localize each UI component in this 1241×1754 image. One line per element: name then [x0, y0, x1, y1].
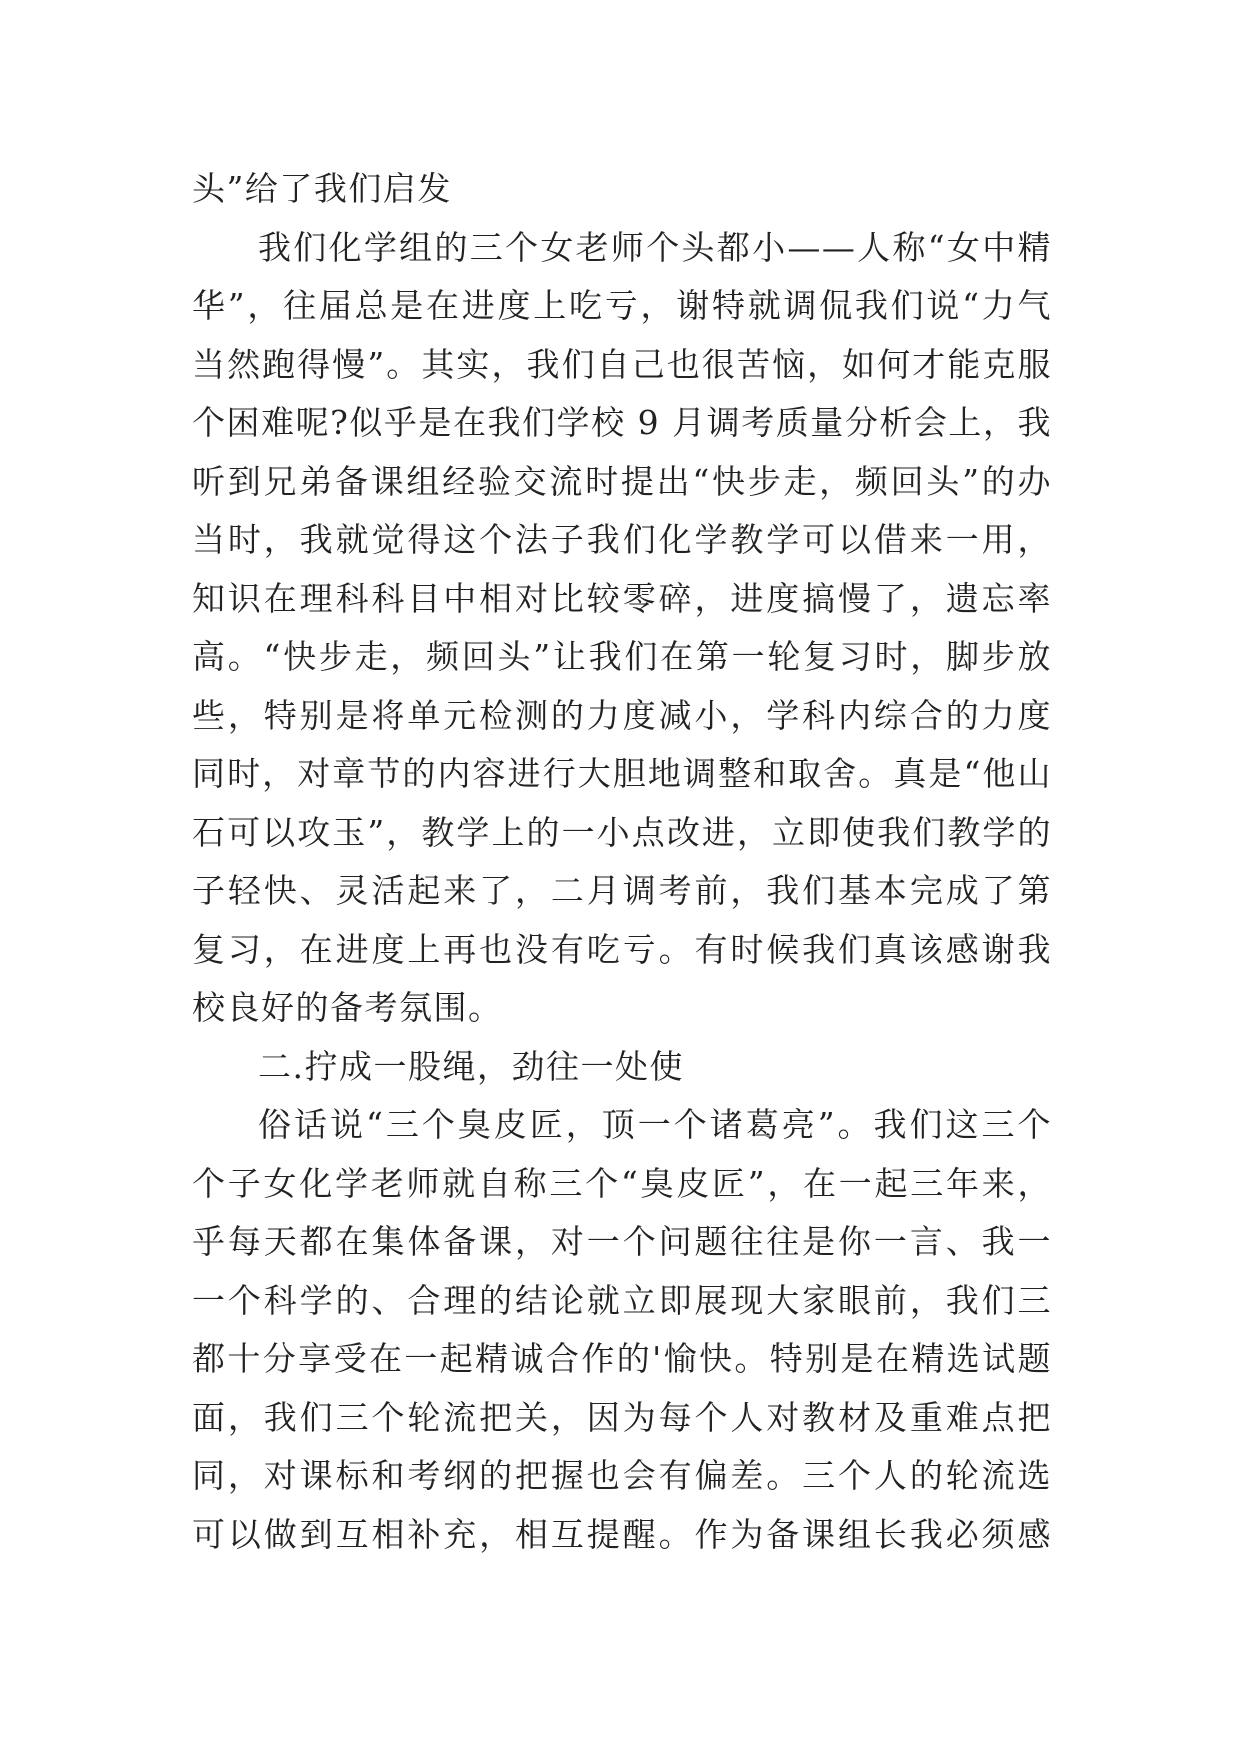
text-line: 一个科学的、合理的结论就立即展现大家眼前，我们三	[192, 1280, 1052, 1320]
text-line: 些，特别是将单元检测的力度减小，学科内综合的力度	[192, 695, 1052, 735]
text-line: 华”，往届总是在进度上吃亏，谢特就调侃我们说“力气	[192, 286, 1052, 325]
body-text	[192, 160, 1052, 1564]
text-line: 头”给了我们启发	[192, 169, 452, 208]
text-line: 子轻快、灵活起来了，二月调考前，我们基本完成了第	[192, 871, 1052, 910]
text-line: 同时，对章节的内容进行大胆地调整和取舍。真是“他山	[192, 754, 1052, 793]
text-line: 当然跑得慢”。其实，我们自己也很苦恼，如何才能克服	[192, 344, 1052, 384]
text-line: 我们化学组的三个女老师个头都小——人称“女中精	[258, 227, 1052, 267]
text-line: 二.拧成一股绳，劲往一处使	[258, 1046, 684, 1086]
text-line: 复习，在进度上再也没有吃亏。有时候我们真该感谢我	[192, 929, 1052, 969]
text-line: 面，我们三个轮流把关，因为每个人对教材及重难点把	[192, 1397, 1052, 1437]
text-line: 当时，我就觉得这个法子我们化学教学可以借来一用，	[192, 520, 1052, 559]
text-line: 知识在理科科目中相对比较零碎，进度搞慢了，遗忘率	[192, 578, 1052, 618]
text-line: 乎每天都在集体备课，对一个问题往往是你一言、我一	[192, 1222, 1052, 1261]
text-line: 高。“快步走，频回头”让我们在第一轮复习时，脚步放	[192, 637, 1052, 676]
text-line: 都十分享受在一起精诚合作的'愉快。特别是在精选试题	[192, 1339, 1052, 1378]
text-line: 同，对课标和考纲的把握也会有偏差。三个人的轮流选	[192, 1456, 1052, 1495]
text-line: 俗话说“三个臭皮匠，顶一个诸葛亮”。我们这三个	[258, 1105, 1052, 1144]
text-line: 可以做到互相补充，相互提醒。作为备课组长我必须感	[192, 1514, 1052, 1554]
text-line: 个子女化学老师就自称三个“臭皮匠”，在一起三年来，	[192, 1163, 1052, 1203]
text-line: 个困难呢?似乎是在我们学校 9 月调考质量分析会上，我	[192, 403, 1052, 442]
text-line: 校良好的备考氛围。	[192, 988, 503, 1027]
text-line: 听到兄弟备课组经验交流时提出“快步走，频回头”的办	[192, 461, 1052, 501]
text-line: 石可以攻玉”，教学上的一小点改进，立即使我们教学的	[192, 812, 1052, 852]
